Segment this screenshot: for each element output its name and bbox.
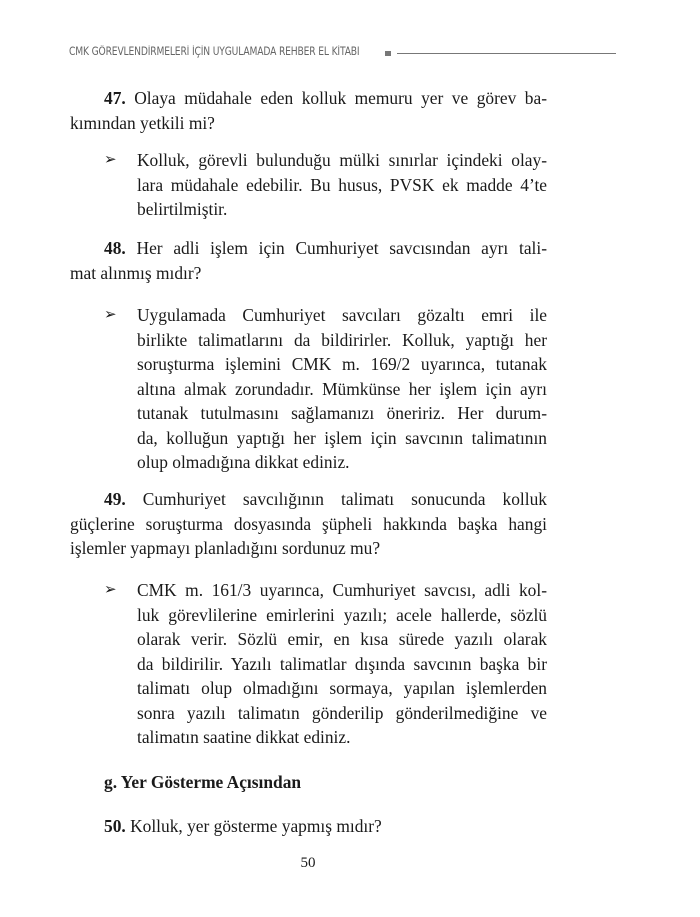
- text-line: belirtilmiştir.: [137, 199, 228, 219]
- text-line: 50. Kolluk, yer gösterme yapmış mıdır?: [104, 816, 382, 836]
- text-line: kımından yetkili mi?: [70, 112, 215, 133]
- answer-bullet: [104, 578, 547, 750]
- text-line: soruşturma işlemini CMK m. 169/2 uyarınca, tutanak: [137, 354, 547, 374]
- text-line: luk görevlilerine emirlerini yazılı; acele hallerde, sözlü: [137, 604, 547, 625]
- answer-text: [137, 578, 547, 750]
- text-line: CMK m. 161/3 uyarınca, Cumhuriyet savcısı, adli kol-: [137, 580, 547, 600]
- arrow-bullet-icon: ➢: [104, 307, 117, 323]
- text-line: talimatı olup olmadığını sormaya, yapılan işlemlerden: [137, 678, 547, 698]
- text-line: Kolluk, görevli bulunduğu mülki sınırlar içindeki olay-: [137, 150, 547, 170]
- text-line: da, kolluğun yaptığı her işlem için savcının talimatının: [137, 427, 547, 448]
- question-49: [70, 487, 547, 561]
- question-50: [70, 814, 547, 839]
- header-rule: [397, 53, 616, 54]
- text-line: birlikte talimatlarını da bildirirler. Kolluk, yaptığı her: [137, 329, 547, 350]
- text-line: 48. Her adli işlem için Cumhuriyet savcısından ayrı tali-: [104, 238, 547, 258]
- text-line: işlemler yapmayı planladığını sordunuz mu?: [70, 538, 381, 558]
- answer-bullet: [104, 303, 547, 475]
- text-line: talimatın saatine dikkat ediniz.: [137, 727, 351, 747]
- text-line: olarak verir. Sözlü emir, en kısa sürede yazılı olarak: [137, 629, 547, 649]
- text-line: sonra yazılı talimatın gönderilip gönderilmediğine ve: [137, 702, 547, 723]
- answer-bullet: [104, 148, 547, 222]
- arrow-bullet-icon: ➢: [104, 152, 117, 168]
- text-line: 49. Cumhuriyet savcılığının talimatı sonucunda kolluk: [104, 489, 547, 509]
- text-line: güçlerine soruşturma dosyasında şüpheli hakkında başka hangi: [70, 513, 547, 534]
- answer-text: [137, 303, 547, 475]
- question-48: [70, 236, 547, 285]
- question-number: 47.: [104, 88, 126, 108]
- question-number: 50.: [104, 816, 126, 836]
- page-number: 50: [300, 855, 316, 871]
- text-line: altına almak zorundadır. Mümkünse her işlem için ayrı: [137, 378, 547, 399]
- answer-text: [137, 148, 547, 222]
- text-line: Uygulamada Cumhuriyet savcıları gözaltı emri ile: [137, 305, 547, 325]
- text-line: olup olmadığına dikkat ediniz.: [137, 452, 350, 472]
- arrow-bullet-icon: ➢: [104, 582, 117, 598]
- question-47: [70, 86, 547, 135]
- text-line: lara müdahale edebilir. Bu husus, PVSK ek madde 4’te: [137, 174, 547, 195]
- book-title: CMK GÖREVLENDİRMELERİ İÇİN UYGULAMADA REHBER EL KİTABI: [69, 45, 360, 58]
- text-line: tutanak tutulmasını sağlamanızı öneririz. Her durum-: [137, 403, 547, 423]
- running-header: [69, 45, 549, 65]
- section-heading: g. Yer Gösterme Açısından: [104, 772, 302, 792]
- header-square-ornament: [385, 51, 391, 56]
- text-line: 47. Olaya müdahale eden kolluk memuru yer ve görev ba-: [104, 88, 547, 108]
- text-line: da bildirilir. Yazılı talimatlar dışında savcının başka bir: [137, 653, 547, 674]
- question-number: 48.: [104, 238, 126, 258]
- question-number: 49.: [104, 489, 126, 509]
- text-line: mat alınmış mıdır?: [70, 262, 202, 283]
